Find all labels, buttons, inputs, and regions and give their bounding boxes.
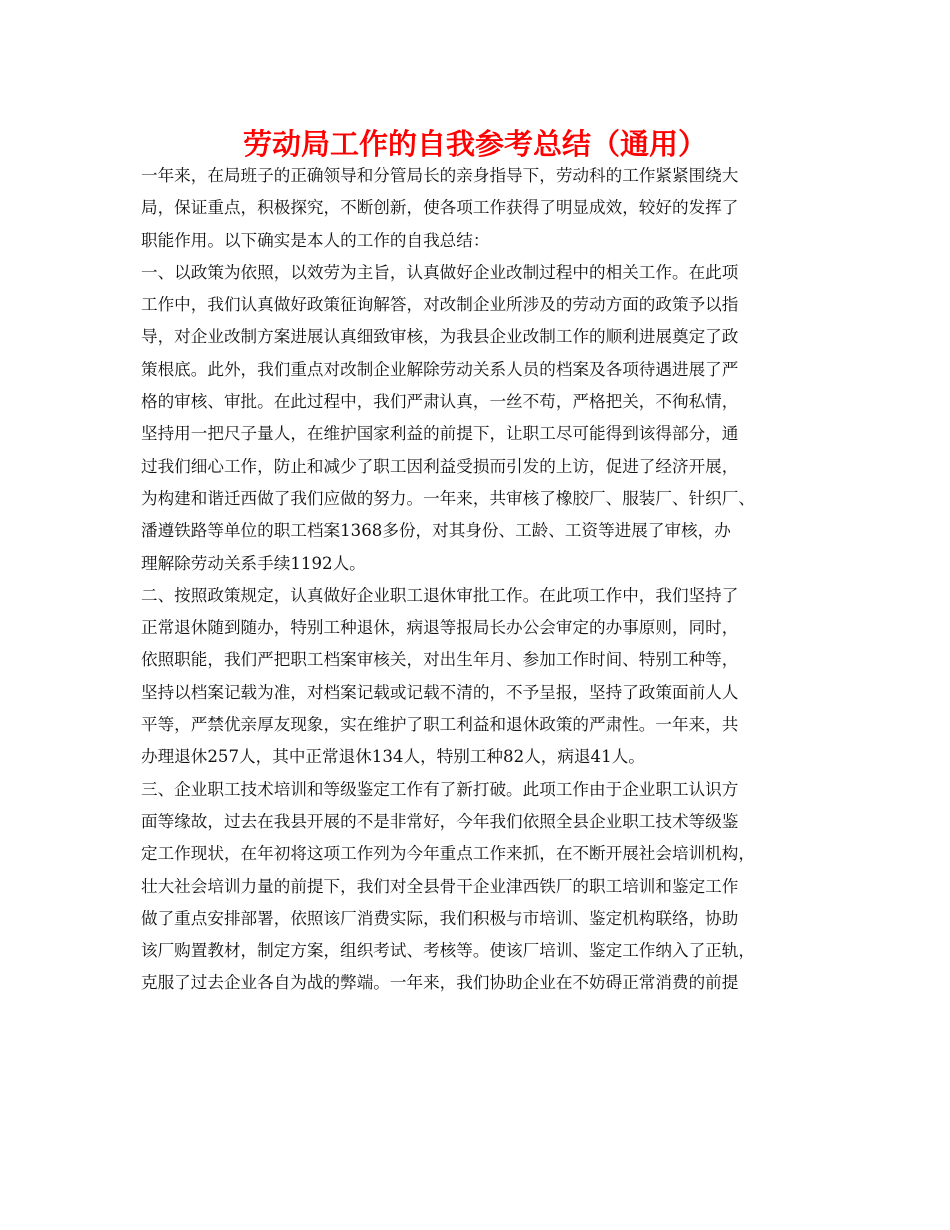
body-text-line: 一年来，在局班子的正确领导和分管局长的亲身指导下，劳动科的工作紧紧围绕大 (141, 166, 739, 185)
body-text-line: 做了重点安排部署，依照该厂消费实际，我们积极与市培训、鉴定机构联络，协助 (141, 908, 739, 928)
document-body (141, 160, 821, 1000)
body-text-line: 正常退休随到随办，特别工种退休，病退等报局长办公会审定的办事原则，同时， (141, 618, 739, 638)
body-text-line: 平等，严禁优亲厚友现象，实在维护了职工利益和退休政策的严肃性。一年来，共 (141, 715, 739, 735)
body-text-line: 导，对企业改制方案进展认真细致审核，为我县企业改制工作的顺利进展奠定了政 (141, 327, 739, 347)
body-text-line: 依照职能，我们严把职工档案审核关，对出生年月、参加工作时间、特别工种等， (141, 650, 739, 670)
body-text-line: 壮大社会培训力量的前提下，我们对全县骨干企业津西铁厂的职工培训和鉴定工作 (141, 876, 739, 896)
body-text-line: 潘遵铁路等单位的职工档案1368多份，对其身份、工龄、工资等进展了审核，办 (141, 521, 731, 541)
body-text-line: 办理退休257人，其中正常退休134人，特别工种82人，病退41人。 (141, 747, 645, 767)
body-text-line: 策根底。此外，我们重点对改制企业解除劳动关系人员的档案及各项待遇进展了严 (141, 359, 739, 379)
body-text-line: 定工作现状，在年初将这项工作列为今年重点工作来抓，在不断开展社会培训机构， (141, 844, 755, 864)
body-text-line: 一、以政策为依照，以效劳为主旨，认真做好企业改制过程中的相关工作。在此项 (141, 262, 739, 282)
body-text-line: 面等缘故，过去在我县开展的不是非常好，今年我们依照全县企业职工技术等级鉴 (141, 811, 739, 831)
body-text-line: 为构建和谐迁西做了我们应做的努力。一年来，共审核了橡胶厂、服装厂、针织厂、 (141, 488, 755, 508)
body-text-line: 理解除劳动关系手续1192人。 (141, 553, 366, 573)
body-text-line: 工作中，我们认真做好政策征询解答，对改制企业所涉及的劳动方面的政策予以指 (141, 295, 739, 315)
document-title: 劳动局工作的自我参考总结（通用） (242, 127, 707, 161)
body-text-line: 该厂购置教材，制定方案，组织考试、考核等。使该厂培训、鉴定工作纳入了正轨， (141, 941, 755, 961)
body-text-line: 职能作用。以下确实是本人的工作的自我总结： (141, 230, 490, 250)
body-text-line: 克服了过去企业各自为战的弊端。一年来，我们协助企业在不妨碍正常消费的前提 (141, 973, 739, 993)
body-text-line: 三、企业职工技术培训和等级鉴定工作有了新打破。此项工作由于企业职工认识方 (141, 779, 739, 799)
body-text-line: 过我们细心工作，防止和减少了职工因利益受损而引发的上访，促进了经济开展， (141, 456, 739, 476)
body-text-line: 格的审核、审批。在此过程中，我们严肃认真，一丝不苟，严格把关，不徇私情， (141, 392, 739, 412)
body-text-line: 二、按照政策规定，认真做好企业职工退休审批工作。在此项工作中，我们坚持了 (141, 585, 739, 605)
body-text-line: 局，保证重点，积极探究，不断创新，使各项工作获得了明显成效，较好的发挥了 (141, 198, 739, 218)
body-text-line: 坚持用一把尺子量人，在维护国家利益的前提下，让职工尽可能得到该得部分，通 (141, 424, 739, 444)
body-text-line: 坚持以档案记载为准，对档案记载或记载不清的，不予呈报，坚持了政策面前人人 (141, 682, 739, 702)
